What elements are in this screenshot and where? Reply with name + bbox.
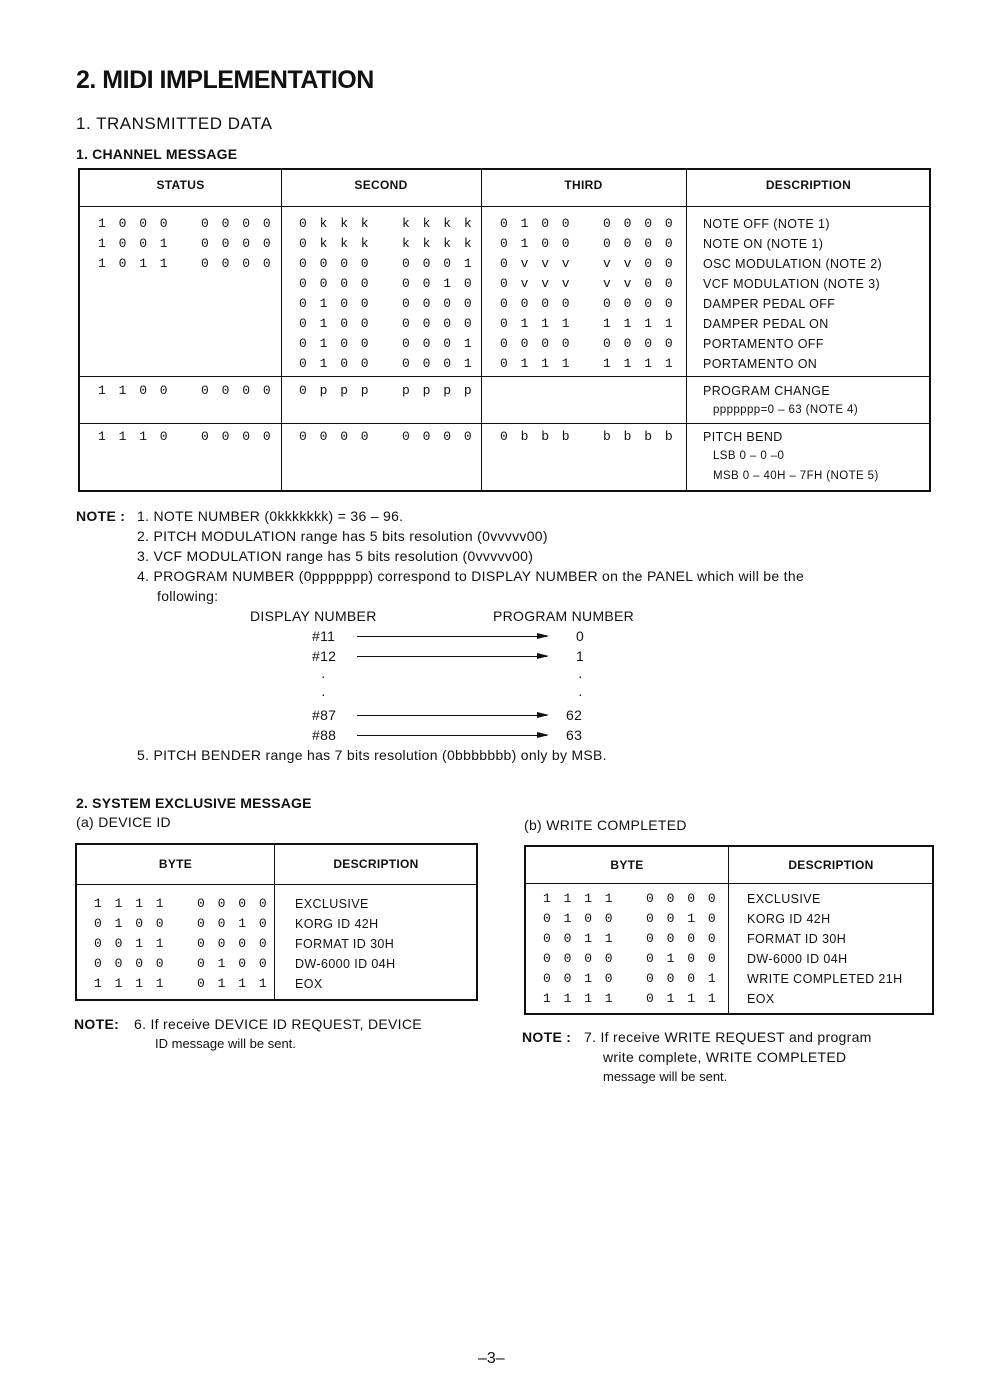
second-cell: 0 0 0 0 0 0 1 0 xyxy=(299,276,475,291)
byte-cell: 0 1 0 0 0 0 1 0 xyxy=(543,911,719,926)
note-4: 4. PROGRAM NUMBER (0ppppppp) correspond to DISPLAY NUMBER on the PANEL which will be the xyxy=(137,568,805,584)
ellipsis-dot: · xyxy=(321,668,326,684)
third-cell: 0 0 0 0 0 0 0 0 xyxy=(500,336,676,351)
system-exclusive-heading: 2. SYSTEM EXCLUSIVE MESSAGE xyxy=(76,795,312,811)
description-cell: KORG ID 42H xyxy=(747,912,831,926)
description-cell: MSB 0 – 40H – 7FH (NOTE 5) xyxy=(713,470,879,482)
description-cell: FORMAT ID 30H xyxy=(295,937,395,951)
note-1: 1. NOTE NUMBER (0kkkkkkk) = 36 – 96. xyxy=(137,508,404,524)
description-cell: LSB 0 – 0 –0 xyxy=(713,450,785,462)
program-number-header: PROGRAM NUMBER xyxy=(493,608,635,624)
description-cell: EOX xyxy=(295,977,323,991)
note-7-continued: write complete, WRITE COMPLETED xyxy=(603,1049,847,1065)
header-third: THIRD xyxy=(564,178,603,192)
second-cell: 0 1 0 0 0 0 0 0 xyxy=(299,316,475,331)
note-4-continued: following: xyxy=(157,588,219,604)
right-arrow-icon xyxy=(357,656,547,657)
program-number: 63 xyxy=(566,727,583,743)
third-cell: 0 0 0 0 0 0 0 0 xyxy=(500,296,676,311)
display-number: #12 xyxy=(312,648,337,664)
note-7-continued: message will be sent. xyxy=(603,1069,728,1084)
header-status: STATUS xyxy=(156,178,205,192)
right-arrow-icon xyxy=(357,636,547,637)
program-number: 0 xyxy=(576,628,585,644)
second-cell: 0 k k k k k k k xyxy=(299,236,475,251)
header-second: SECOND xyxy=(354,178,408,192)
second-cell: 0 1 0 0 0 0 0 1 xyxy=(299,356,475,371)
status-cell: 1 1 1 0 0 0 0 0 xyxy=(98,429,274,444)
description-cell: PITCH BEND xyxy=(703,430,783,444)
write-completed-table xyxy=(524,845,934,1015)
third-cell: 0 1 1 1 1 1 1 1 xyxy=(500,356,676,371)
description-cell: FORMAT ID 30H xyxy=(747,932,847,946)
header-byte: BYTE xyxy=(610,858,644,872)
note-3: 3. VCF MODULATION range has 5 bits resolution (0vvvvv00) xyxy=(137,548,534,564)
right-arrow-icon xyxy=(357,715,547,716)
byte-cell: 0 0 0 0 0 1 0 0 xyxy=(94,956,270,971)
program-number: 1 xyxy=(576,648,585,664)
description-cell: EOX xyxy=(747,992,775,1006)
note-6: 6. If receive DEVICE ID REQUEST, DEVICE xyxy=(134,1016,422,1032)
right-arrow-icon xyxy=(357,735,547,736)
description-cell: PROGRAM CHANGE xyxy=(703,384,831,398)
byte-cell: 1 1 1 1 0 1 1 1 xyxy=(543,991,719,1006)
second-cell: 0 p p p p p p p xyxy=(299,383,475,398)
byte-cell: 1 1 1 1 0 0 0 0 xyxy=(94,896,270,911)
note-6-continued: ID message will be sent. xyxy=(155,1036,296,1051)
byte-cell: 0 1 0 0 0 0 1 0 xyxy=(94,916,270,931)
device-id-table xyxy=(75,843,478,1001)
byte-cell: 1 1 1 1 0 1 1 1 xyxy=(94,976,270,991)
byte-cell: 0 0 1 1 0 0 0 0 xyxy=(543,931,719,946)
description-cell: NOTE ON (NOTE 1) xyxy=(703,237,824,251)
device-id-label: (a) DEVICE ID xyxy=(76,814,171,830)
notes-label: NOTE : xyxy=(76,508,126,524)
description-cell: DW-6000 ID 04H xyxy=(747,952,848,966)
second-cell: 0 1 0 0 0 0 0 1 xyxy=(299,336,475,351)
description-cell: KORG ID 42H xyxy=(295,917,379,931)
status-cell: 1 0 0 0 0 0 0 0 xyxy=(98,216,274,231)
description-cell: EXCLUSIVE xyxy=(295,897,369,911)
write-completed-label: (b) WRITE COMPLETED xyxy=(524,817,687,833)
third-cell: 0 1 0 0 0 0 0 0 xyxy=(500,216,676,231)
ellipsis-dot: · xyxy=(578,668,583,684)
page-title: 2. MIDI IMPLEMENTATION xyxy=(76,66,374,94)
note-5: 5. PITCH BENDER range has 7 bits resolution (0bbbbbbb) only by MSB. xyxy=(137,747,607,763)
description-cell: DAMPER PEDAL OFF xyxy=(703,297,836,311)
description-cell: PORTAMENTO ON xyxy=(703,357,818,371)
description-cell: OSC MODULATION (NOTE 2) xyxy=(703,257,883,271)
description-cell: DW-6000 ID 04H xyxy=(295,957,396,971)
byte-cell: 0 0 1 0 0 0 0 1 xyxy=(543,971,719,986)
channel-message-heading: 1. CHANNEL MESSAGE xyxy=(76,146,238,162)
second-cell: 0 0 0 0 0 0 0 1 xyxy=(299,256,475,271)
description-cell: ppppppp=0 – 63 (NOTE 4) xyxy=(713,404,859,416)
ellipsis-dot: · xyxy=(578,686,583,702)
ellipsis-dot: · xyxy=(321,686,326,702)
description-cell: PORTAMENTO OFF xyxy=(703,337,824,351)
description-cell: WRITE COMPLETED 21H xyxy=(747,972,903,986)
byte-cell: 1 1 1 1 0 0 0 0 xyxy=(543,891,719,906)
channel-message-table xyxy=(78,168,931,492)
header-description: DESCRIPTION xyxy=(333,857,419,871)
note-7: 7. If receive WRITE REQUEST and program xyxy=(584,1029,872,1045)
second-cell: 0 k k k k k k k xyxy=(299,216,475,231)
page-number: –3– xyxy=(478,1350,505,1367)
status-cell: 1 0 0 1 0 0 0 0 xyxy=(98,236,274,251)
header-description: DESCRIPTION xyxy=(788,858,874,872)
third-cell: 0 1 1 1 1 1 1 1 xyxy=(500,316,676,331)
third-cell: 0 v v v v v 0 0 xyxy=(500,276,676,291)
description-cell: EXCLUSIVE xyxy=(747,892,821,906)
status-cell: 1 0 1 1 0 0 0 0 xyxy=(98,256,274,271)
header-byte: BYTE xyxy=(158,857,193,871)
display-number: #87 xyxy=(312,707,337,723)
description-cell: VCF MODULATION (NOTE 3) xyxy=(703,277,881,291)
note-7-label: NOTE : xyxy=(522,1029,572,1045)
section-heading: 1. TRANSMITTED DATA xyxy=(76,114,273,133)
description-cell: NOTE OFF (NOTE 1) xyxy=(703,217,830,231)
display-number-header: DISPLAY NUMBER xyxy=(250,608,377,624)
byte-cell: 0 0 0 0 0 1 0 0 xyxy=(543,951,719,966)
display-number: #88 xyxy=(312,727,337,743)
second-cell: 0 1 0 0 0 0 0 0 xyxy=(299,296,475,311)
second-cell: 0 0 0 0 0 0 0 0 xyxy=(299,429,475,444)
program-number: 62 xyxy=(566,707,583,723)
status-cell: 1 1 0 0 0 0 0 0 xyxy=(98,383,274,398)
header-description: DESCRIPTION xyxy=(765,178,852,192)
description-cell: DAMPER PEDAL ON xyxy=(703,317,829,331)
display-number: #11 xyxy=(312,628,336,644)
third-cell: 0 v v v v v 0 0 xyxy=(500,256,676,271)
third-cell: 0 1 0 0 0 0 0 0 xyxy=(500,236,676,251)
byte-cell: 0 0 1 1 0 0 0 0 xyxy=(94,936,270,951)
note-6-label: NOTE: xyxy=(74,1016,120,1032)
third-cell: 0 b b b b b b b xyxy=(500,429,676,444)
note-2: 2. PITCH MODULATION range has 5 bits resolution (0vvvvv00) xyxy=(137,528,548,544)
